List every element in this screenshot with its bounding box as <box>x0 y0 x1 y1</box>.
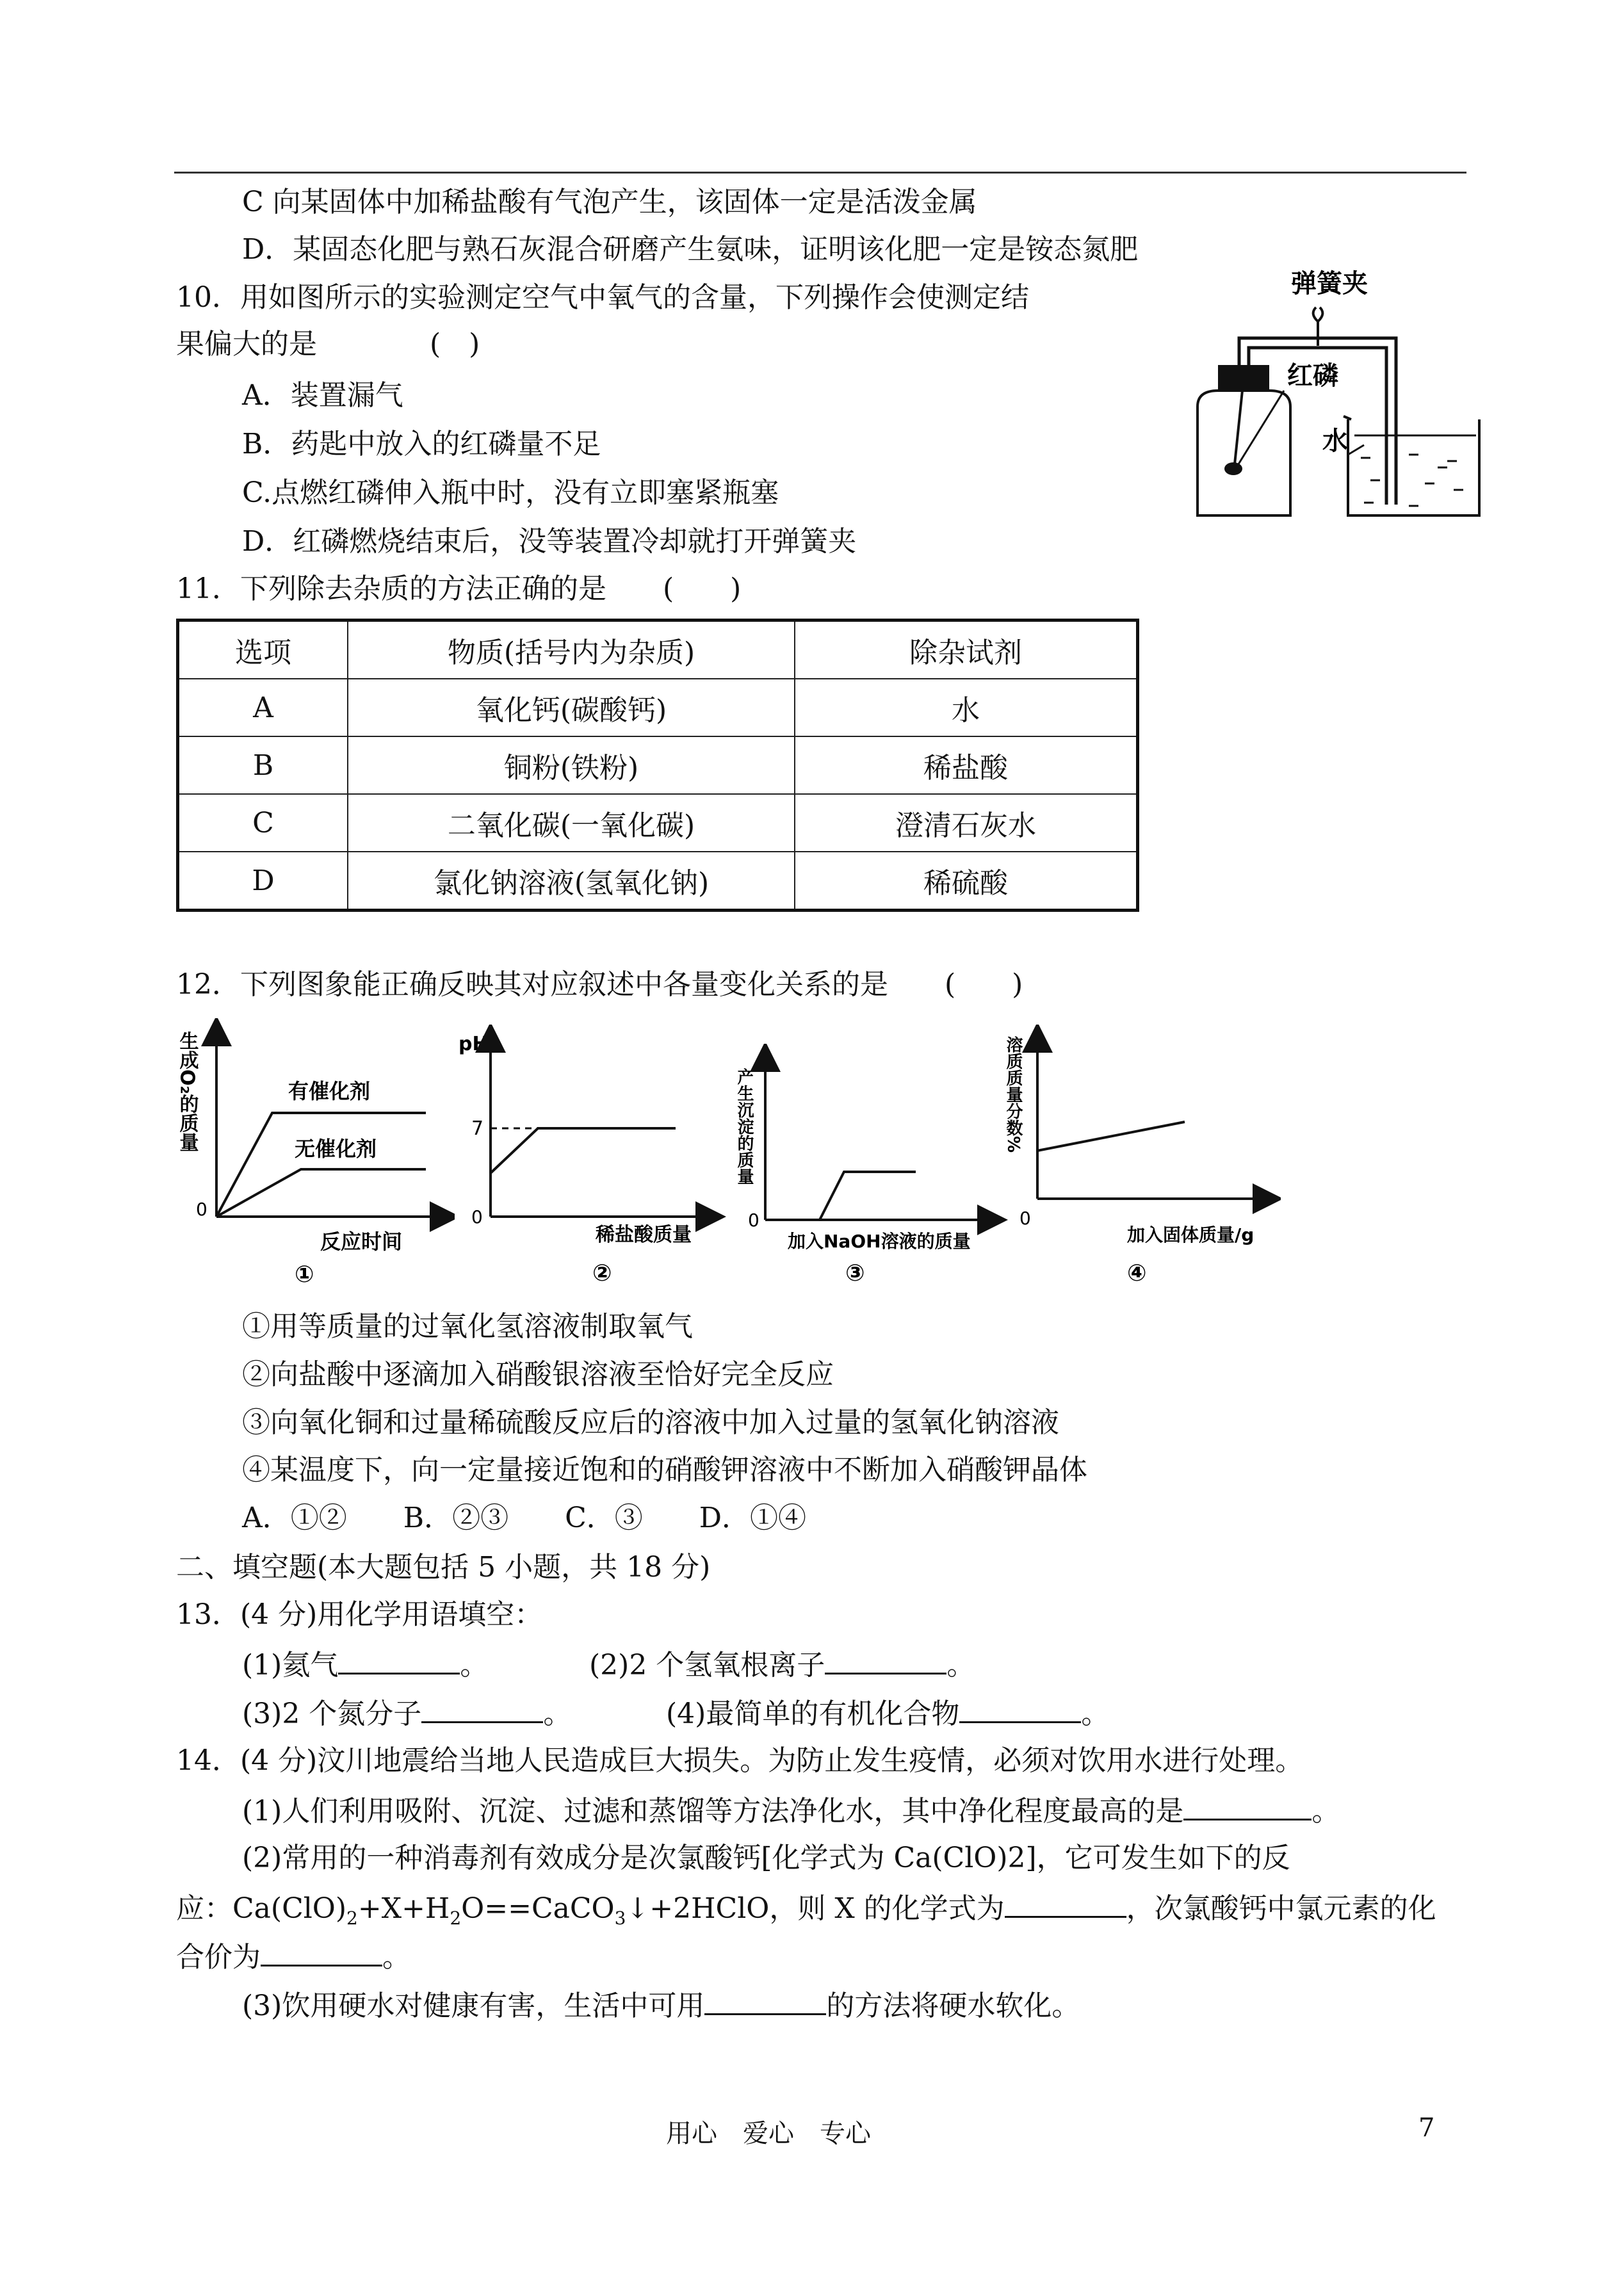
table-header-row <box>178 620 1138 679</box>
equation-part: 应：Ca(ClO) <box>176 1892 347 1925</box>
table-header: 物质(括号内为杂质) <box>348 620 795 679</box>
graph1-origin: 0 <box>196 1199 207 1220</box>
table-cell: 氧化钙(碳酸钙) <box>348 679 795 736</box>
graph2-origin: 0 <box>471 1206 483 1228</box>
equation-part: +X+H <box>357 1892 450 1925</box>
graph4-ylabel: 溶质质量分数% <box>1003 1036 1023 1153</box>
header-rule <box>174 172 1466 174</box>
graph3-curve <box>820 1172 916 1220</box>
q13-2-text: (2)2 个氢氧根离子 <box>589 1649 825 1682</box>
q13-item-4 <box>666 1693 1109 1733</box>
q13-1-text: (1)氦气 <box>242 1649 339 1682</box>
table-cell: 澄清石灰水 <box>795 794 1138 852</box>
q13-item-3 <box>242 1693 571 1733</box>
answer-blank[interactable] <box>1005 1888 1126 1918</box>
q13-3-text: (3)2 个氮分子 <box>242 1698 422 1730</box>
q12-statement-4: ④某温度下，向一定量接近饱和的硝酸钾溶液中不断加入硝酸钾晶体 <box>242 1454 1087 1486</box>
period: 。 <box>460 1649 489 1682</box>
table-row <box>178 852 1138 911</box>
equation-part: ，次氯酸钙中氯元素的化 <box>1126 1892 1436 1925</box>
table-cell: A <box>178 679 348 736</box>
graph1-curve-no-catalyst <box>216 1169 426 1217</box>
q14-stem: 14．(4 分)汶川地震给当地人民造成巨大损失。为防止发生疫情，必须对饮用水进行处理。 <box>176 1744 1304 1777</box>
table-cell: 稀硫酸 <box>795 852 1138 911</box>
stopper <box>1218 365 1269 391</box>
q13-4-text: (4)最简单的有机化合物 <box>666 1698 960 1730</box>
graph2-tick-7: 7 <box>471 1117 484 1140</box>
equation-part: ↓+2HClO，则 X 的化学式为 <box>626 1892 1005 1925</box>
graph3-ylabel: 产生沉淀的质量 <box>735 1068 754 1185</box>
q14-item-2: (2)常用的一种消毒剂有效成分是次氯酸钙[化学式为 Ca(ClO)2]，它可发生如下的反 <box>242 1842 1290 1874</box>
graph1-line2-label: 无催化剂 <box>295 1137 377 1161</box>
table-row <box>178 794 1138 852</box>
period: 。 <box>382 1941 410 1974</box>
equation-part: O==CaCO <box>461 1892 615 1925</box>
table-cell: 铜粉(铁粉) <box>348 736 795 794</box>
q12-statement-2: ②向盐酸中逐滴加入硝酸银溶液至恰好完全反应 <box>242 1358 834 1391</box>
graph2-ylabel: pH <box>459 1033 489 1055</box>
q12-options: A．①② B．②③ C．③ D．①④ <box>242 1502 807 1534</box>
page-number: 7 <box>1418 2113 1435 2143</box>
apparatus-figure <box>1178 263 1511 544</box>
q14-item-2-equation <box>176 1888 1436 1938</box>
graph3-xlabel: 加入NaOH溶液的质量 <box>788 1231 971 1252</box>
answer-blank[interactable] <box>704 1985 826 2015</box>
graph1-number: ① <box>295 1261 314 1287</box>
graph4-number: ④ <box>1127 1260 1147 1286</box>
q13-item-2 <box>589 1644 975 1685</box>
q13-item-1 <box>242 1644 488 1685</box>
section-2-heading: 二、填空题(本大题包括 5 小题，共 18 分) <box>176 1551 711 1584</box>
q12-stem: 12．下列图象能正确反映其对应叙述中各量变化关系的是 ( ) <box>176 968 1023 1001</box>
table-header: 选项 <box>178 620 348 679</box>
table-header: 除杂试剂 <box>795 620 1138 679</box>
table-row <box>178 679 1138 736</box>
period: 。 <box>1081 1698 1110 1730</box>
q13-stem: 13．(4 分)用化学用语填空： <box>176 1598 543 1631</box>
q14-2c-text: 合价为 <box>176 1941 261 1974</box>
q10-option-a: A．装置漏气 <box>242 379 403 412</box>
q14-1-text: (1)人们利用吸附、沉淀、过滤和蒸馏等方法净化水，其中净化程度最高的是 <box>242 1795 1184 1828</box>
graph-1 <box>173 1018 455 1287</box>
table-row <box>178 736 1138 794</box>
graph1-line1-label: 有催化剂 <box>288 1079 371 1103</box>
answer-blank[interactable] <box>1183 1790 1311 1821</box>
table-cell: C <box>178 794 348 852</box>
q14-item-2-cont <box>176 1936 410 1977</box>
q14-item-3 <box>242 1985 1080 2025</box>
answer-blank[interactable] <box>338 1644 460 1675</box>
subscript: 3 <box>614 1908 626 1929</box>
q14-3a-text: (3)饮用硬水对健康有害，生活中可用 <box>242 1990 705 2022</box>
table-cell: 氯化钠溶液(氢氧化钠) <box>348 852 795 911</box>
answer-blank[interactable] <box>261 1936 382 1967</box>
graph3-origin: 0 <box>748 1210 759 1231</box>
graph4-origin: 0 <box>1019 1208 1031 1229</box>
apparatus-label-phosphorus: 红磷 <box>1287 361 1338 391</box>
period: 。 <box>543 1698 572 1730</box>
q12-statement-3: ③向氧化铜和过量稀硫酸反应后的溶液中加入过量的氢氧化钠溶液 <box>242 1406 1059 1439</box>
subscript: 2 <box>346 1908 358 1929</box>
q12-statement-1: ①用等质量的过氧化氢溶液制取氧气 <box>242 1310 693 1343</box>
q10-option-c: C.点燃红磷伸入瓶中时，没有立即塞紧瓶塞 <box>242 476 779 509</box>
answer-blank[interactable] <box>421 1693 543 1723</box>
graph4-curve <box>1037 1122 1185 1151</box>
table-cell: D <box>178 852 348 911</box>
table-cell: 水 <box>795 679 1138 736</box>
graph-2 <box>455 1025 736 1287</box>
table-cell: B <box>178 736 348 794</box>
graph4-xlabel: 加入固体质量/g <box>1127 1224 1255 1245</box>
q11-table <box>176 619 1139 912</box>
table-cell: 稀盐酸 <box>795 736 1138 794</box>
q14-3b-text: 的方法将硬水软化。 <box>826 1990 1080 2022</box>
q14-item-1 <box>242 1790 1340 1831</box>
subscript: 2 <box>450 1908 462 1929</box>
q10-option-d: D．红磷燃烧结束后，没等装置冷却就打开弹簧夹 <box>242 525 857 558</box>
phosphorus-spoon <box>1224 462 1242 475</box>
graph1-ylabel: 生成O₂的质量 <box>175 1031 199 1152</box>
period: 。 <box>946 1649 975 1682</box>
graph2-xlabel: 稀盐酸质量 <box>596 1224 692 1246</box>
graph2-curve <box>491 1128 676 1173</box>
q10-stem-cont: 果偏大的是 ( ) <box>176 328 480 361</box>
graph3-number: ③ <box>845 1260 865 1286</box>
q11-stem: 11．下列除去杂质的方法正确的是 ( ) <box>176 572 742 605</box>
graph1-xlabel: 反应时间 <box>320 1229 403 1254</box>
graph-3 <box>730 1044 1012 1287</box>
graph-4 <box>999 1025 1281 1287</box>
q10-stem: 10．用如图所示的实验测定空气中氧气的含量，下列操作会使测定结 <box>176 281 1029 314</box>
q10-option-b: B．药匙中放入的红磷量不足 <box>242 428 601 460</box>
answer-blank[interactable] <box>959 1693 1081 1723</box>
q9-option-c: C 向某固体中加稀盐酸有气泡产生，该固体一定是活泼金属 <box>242 186 977 218</box>
q9-option-d: D．某固态化肥与熟石灰混合研磨产生氨味，证明该化肥一定是铵态氮肥 <box>242 233 1139 266</box>
table-cell: 二氧化碳(一氧化碳) <box>348 794 795 852</box>
answer-blank[interactable] <box>825 1644 946 1675</box>
apparatus-label-clamp: 弹簧夹 <box>1291 269 1368 298</box>
period: 。 <box>1311 1795 1340 1828</box>
graph2-number: ② <box>592 1260 612 1286</box>
graph1-curve-catalyst <box>216 1113 426 1217</box>
apparatus-label-water: 水 <box>1322 426 1348 456</box>
footer-motto: 用心 爱心 专心 <box>666 2119 871 2148</box>
